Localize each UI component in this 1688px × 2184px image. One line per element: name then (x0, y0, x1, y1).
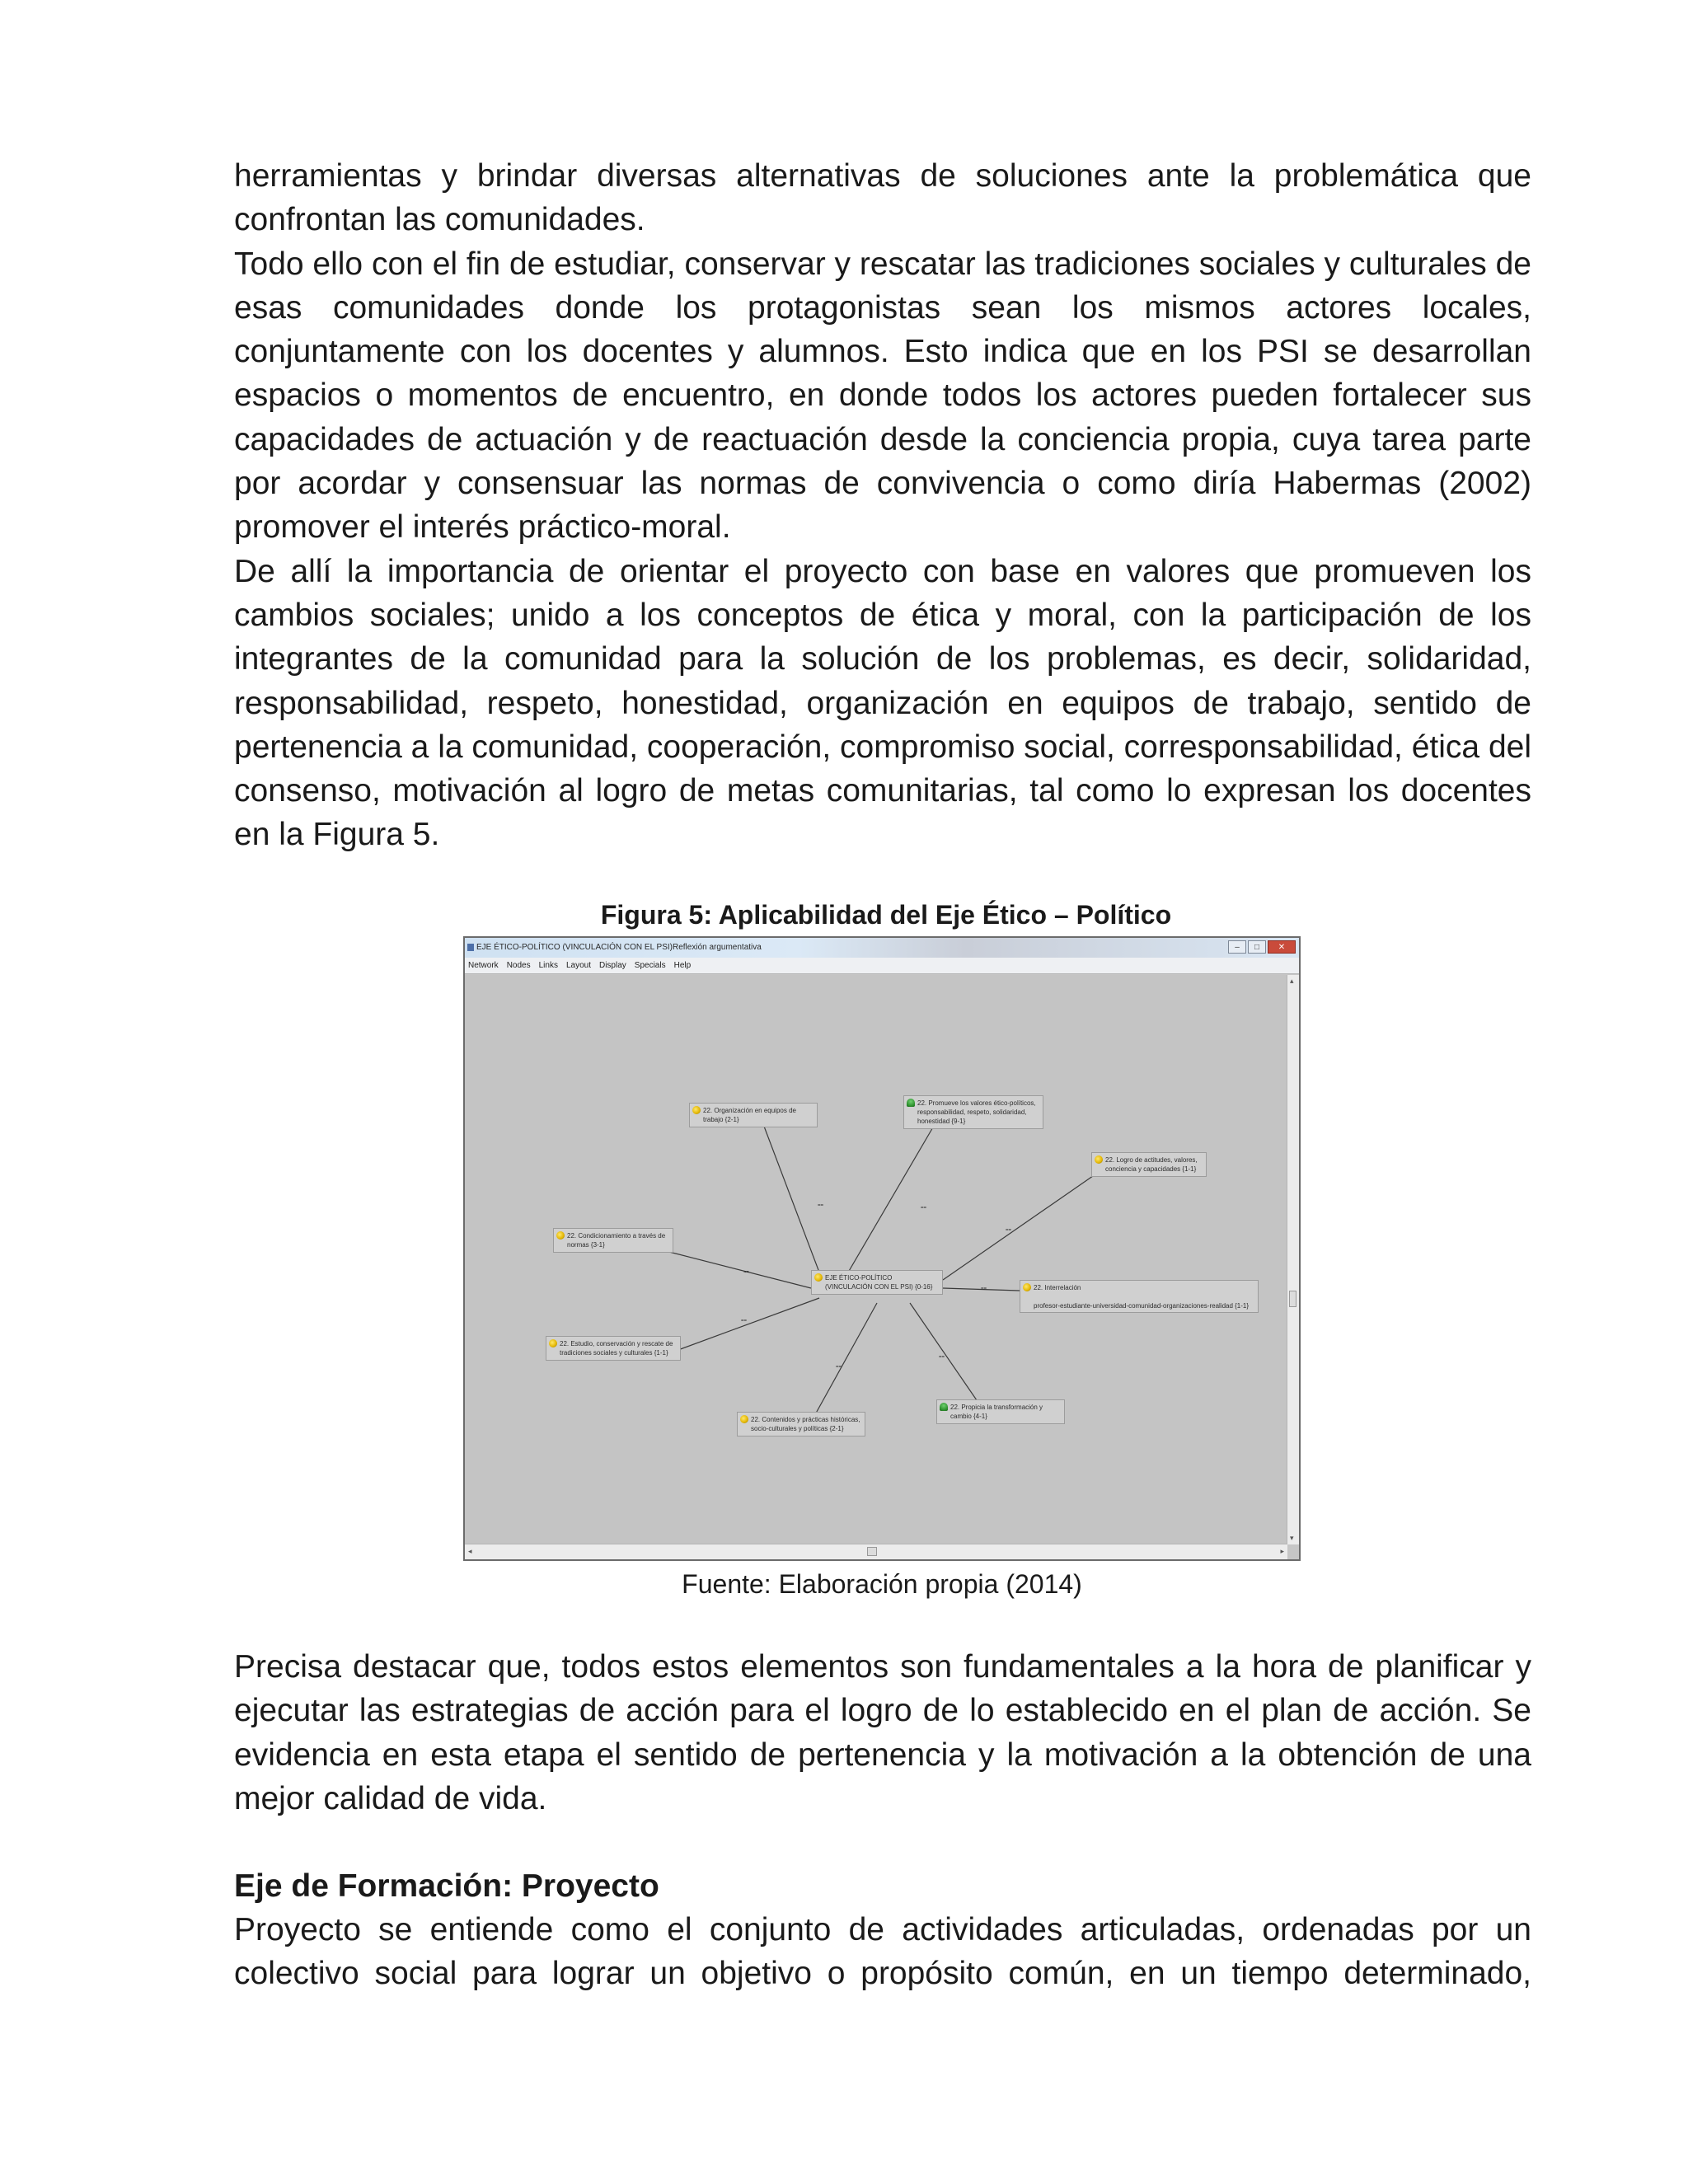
edge-line (666, 1251, 811, 1288)
tree-icon (907, 1099, 915, 1107)
edge-label: == (939, 1355, 945, 1360)
figure-caption: Figura 5: Aplicabilidad del Eje Ético – Político (600, 900, 1172, 930)
menu-help: Help (673, 961, 692, 970)
star-icon (1095, 1155, 1103, 1164)
body-text-middle (234, 1645, 1531, 1821)
window-controls (1228, 940, 1296, 954)
menu-display: Display (598, 961, 626, 970)
edge-line (846, 1126, 934, 1277)
edge-line (669, 1298, 819, 1353)
edge-label: == (743, 1270, 750, 1275)
edge-line (763, 1124, 824, 1277)
center-node: EJE ÉTICO-POLÍTICO (VINCULACIÓN CON EL PSI) {0-16} (811, 1270, 943, 1295)
edge-label: == (836, 1365, 842, 1370)
edge-label: == (818, 1203, 824, 1208)
scroll-thumb (1289, 1291, 1296, 1307)
node-promueve-valores: 22. Promueve los valores ético-políticos, responsabilidad, respeto, solidaridad, honestidad {9-1} (903, 1095, 1043, 1129)
window-menubar (465, 958, 1299, 974)
node-estudio-conservacion: 22. Estudio, conservación y rescate de tradiciones sociales y culturales {1-1} (546, 1336, 681, 1361)
section-heading: Eje de Formación: Proyecto (234, 1868, 659, 1904)
scroll-down-icon: ▾ (1290, 1534, 1294, 1542)
edge-label: == (921, 1206, 927, 1211)
star-icon (549, 1339, 557, 1347)
body-text-top (234, 154, 1531, 857)
maximize-icon: □ (1248, 940, 1266, 954)
scroll-up-icon: ▴ (1290, 977, 1294, 985)
vertical-scrollbar (1287, 975, 1299, 1544)
star-icon (740, 1415, 748, 1423)
tree-icon (940, 1403, 948, 1411)
network-canvas (465, 975, 1287, 1544)
edge-label: == (1006, 1228, 1012, 1233)
node-logro-actitudes: 22. Logro de actitudes, valores, conciencia y capacidades {1-1} (1091, 1152, 1207, 1177)
edge-label: == (981, 1286, 987, 1291)
scroll-right-icon: ▸ (1280, 1547, 1284, 1555)
star-icon (692, 1106, 701, 1114)
paragraph-4: Precisa destacar que, todos estos elementos son fundamentales a la hora de planificar y ejecutar las estrategias de acción para el logro de lo establecido en el plan de acción. Se evidencia en esta etapa el sentido de pertenencia y la motivación a la obtención de una mejor calidad de vida. (234, 1649, 1531, 1816)
star-icon (814, 1273, 823, 1282)
app-icon (467, 944, 474, 951)
edge-line (943, 1170, 1101, 1280)
window-titlebar (465, 938, 1299, 958)
paragraph-1: herramientas y brindar diversas alternativas de soluciones ante la problemática que confrontan las comunidades. (234, 158, 1531, 238)
node-contenidos-practicas: 22. Contenidos y prácticas históricas, socio-culturales y políticas {2-1} (737, 1412, 865, 1436)
close-icon: ✕ (1268, 940, 1296, 954)
menu-specials: Specials (634, 961, 666, 970)
menu-layout: Layout (565, 961, 591, 970)
menu-network: Network (468, 961, 499, 970)
paragraph-5: Proyecto se entiende como el conjunto de actividades articuladas, ordenadas por un colectivo social para lograr un objetivo o propósito común, en un tiempo determinado, (234, 1912, 1531, 1992)
paragraph-2: Todo ello con el fin de estudiar, conservar y rescatar las tradiciones sociales y culturales de esas comunidades donde los protagonistas sean los mismos actores locales, conjuntamente con los docentes y alumnos. Esto indica que en los PSI se desarrollan espacios o momentos de encuentro, en donde todos los actores pueden fortalecer sus capacidades de actuación y de reactuación desde la conciencia propia, cuya tarea parte por acordar y consensuar las normas de convivencia o como diría Habermas (2002) promover el interés práctico-moral. (234, 246, 1531, 546)
edge-line (809, 1303, 877, 1425)
figure-source: Fuente: Elaboración propia (2014) (682, 1569, 1082, 1599)
star-icon (556, 1231, 565, 1240)
figure-screenshot (463, 936, 1301, 1561)
node-condicionamiento: 22. Condicionamiento a través de normas {3-1} (553, 1228, 673, 1253)
star-icon (1023, 1283, 1031, 1291)
node-propicia-transformacion: 22. Propicia la transformación y cambio {4-1} (936, 1399, 1065, 1424)
node-organizacion: 22. Organización en equipos de trabajo {2-1} (689, 1103, 818, 1127)
scroll-left-icon: ◂ (468, 1547, 472, 1555)
paragraph-3: De allí la importancia de orientar el proyecto con base en valores que promueven los cambios sociales; unido a los conceptos de ética y moral, con la participación de los integrantes de la comunidad para la solución de los problemas, es decir, solidaridad, responsabilidad, respeto, honestidad, organización en equipos de trabajo, sentido de pertenencia a la comunidad, cooperación, compromiso social, corresponsabilidad, ética del consenso, motivación al logro de metas comunitarias, tal como lo expresan los docentes en la Figura 5. (234, 553, 1531, 853)
edge-line (910, 1303, 986, 1413)
menu-nodes: Nodes (506, 961, 531, 970)
minimize-icon: – (1228, 940, 1246, 954)
scroll-thumb (867, 1547, 877, 1556)
node-interrelacion: 22. Interrelación profesor-estudiante-universidad-comunidad-organizaciones-realidad {1-1} (1020, 1280, 1259, 1313)
window-title: EJE ÉTICO-POLÍTICO (VINCULACIÓN CON EL PSI)Reflexión argumentativa (476, 943, 762, 952)
menu-links: Links (538, 961, 558, 970)
edge-label: == (741, 1319, 748, 1324)
network-edges (465, 975, 1289, 1546)
horizontal-scrollbar (465, 1544, 1287, 1559)
body-text-bottom (234, 1908, 1531, 1996)
